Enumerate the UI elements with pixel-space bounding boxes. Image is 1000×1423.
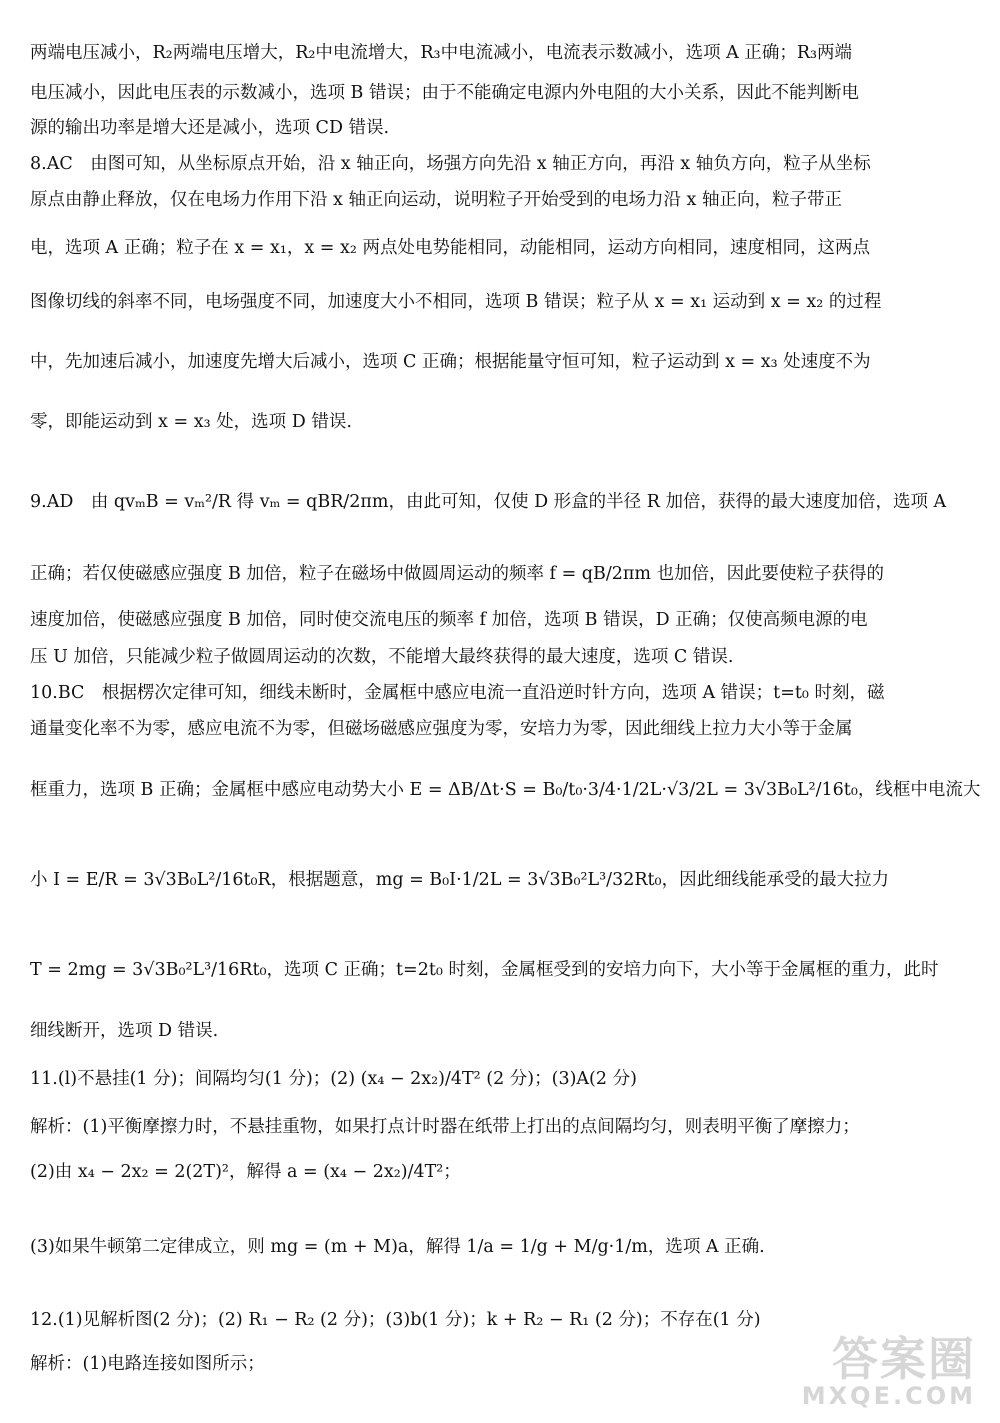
watermark-logo — [801, 1332, 976, 1410]
text-line: 原点由静止释放，仅在电场力作用下沿 x 轴正向运动，说明粒子开始受到的电场力沿 x 轴正向，粒子带正 — [30, 190, 842, 210]
text-line: 小 I = E/R = 3√3B₀L²/16t₀R，根据题意，mg = B₀I·1/2L = 3√3B₀²L³/32Rt₀，因此细线能承受的最大拉力 — [30, 870, 890, 890]
text-line: 正确；若仅使磁感应强度 B 加倍，粒子在磁场中做圆周运动的频率 f = qB/2πm 也加倍，因此要使粒子获得的 — [30, 564, 885, 584]
text-line: 通量变化率不为零，感应电流不为零，但磁场磁感应强度为零，安培力为零，因此细线上拉力大小等于金属 — [30, 719, 853, 739]
text-line: 框重力，选项 B 正确；金属框中感应电动势大小 E = ΔB/Δt·S = B₀/t₀·3/4·1/2L·√3/2L = 3√3B₀L²/16t₀，线框中电流大 — [30, 780, 981, 800]
text-line: 12.(1)见解析图(2 分)；(2) R₁ − R₂ (2 分)；(3)b(1 分)；k + R₂ − R₁ (2 分)；不存在(1 分) — [30, 1310, 761, 1330]
text-line: 中，先加速后减小，加速度先增大后减小，选项 C 正确；根据能量守恒可知，粒子运动到 x = x₃ 处速度不为 — [30, 352, 871, 372]
text-line: 电，选项 A 正确；粒子在 x = x₁，x = x₂ 两点处电势能相同，动能相同，运动方向相同，速度相同，这两点 — [30, 238, 870, 258]
text-line: 速度加倍，使磁感应强度 B 加倍，同时使交流电压的频率 f 加倍，选项 B 错误，D 正确；仅使高频电源的电 — [30, 610, 868, 630]
text-line: (2)由 x₄ − 2x₂ = 2(2T)²，解得 a = (x₄ − 2x₂)/4T²； — [30, 1162, 461, 1182]
text-line: (3)如果牛顿第二定律成立，则 mg = (m + M)a，解得 1/a = 1/g + M/g·1/m，选项 A 正确. — [30, 1237, 765, 1257]
text-line: 解析：(1)平衡摩擦力时，不悬挂重物，如果打点计时器在纸带上打出的点间隔均匀，则表明平衡了摩擦力； — [30, 1117, 860, 1137]
text-line: 源的输出功率是增大还是减小，选项 CD 错误. — [30, 118, 390, 138]
text-line: 零，即能运动到 x = x₃ 处，选项 D 错误. — [30, 412, 352, 432]
text-line: 细线断开，选项 D 错误. — [30, 1021, 219, 1041]
text-line: 10.BC 根据楞次定律可知，细线未断时，金属框中感应电流一直沿逆时针方向，选项 A 错误；t=t₀ 时刻，磁 — [30, 683, 885, 703]
watermark-logo-text: 答案圈 — [832, 1332, 976, 1386]
text-line: T = 2mg = 3√3B₀²L³/16Rt₀，选项 C 正确；t=2t₀ 时刻，金属框受到的安培力向下，大小等于金属框的重力，此时 — [30, 960, 939, 980]
text-line: 电压减小，因此电压表的示数减小，选项 B 错误；由于不能确定电源内外电阻的大小关系，因此不能判断电 — [30, 83, 859, 103]
text-line: 图像切线的斜率不同，电场强度不同，加速度大小不相同，选项 B 错误；粒子从 x = x₁ 运动到 x = x₂ 的过程 — [30, 292, 882, 312]
text-line: 压 U 加倍，只能减少粒子做圆周运动的次数，不能增大最终获得的最大速度，选项 C 错误. — [30, 647, 734, 667]
text-line: 解析：(1)电路连接如图所示； — [30, 1354, 265, 1374]
text-line: 8.AC 由图可知，从坐标原点开始，沿 x 轴正向，场强方向先沿 x 轴正方向，再沿 x 轴负方向，粒子从坐标 — [30, 154, 871, 174]
text-line: 11.(l)不悬挂(1 分)；间隔均匀(1 分)；(2) (x₄ − 2x₂)/4T² (2 分)；(3)A(2 分) — [30, 1069, 637, 1089]
text-line: 两端电压减小，R₂两端电压增大，R₂中电流增大，R₃中电流减小，电流表示数减小，选项 A 正确；R₃两端 — [30, 43, 853, 63]
text-line: 9.AD 由 qvₘB = vₘ²/R 得 vₘ = qBR/2πm，由此可知，仅使 D 形盒的半径 R 加倍，获得的最大速度加倍，选项 A — [30, 492, 947, 512]
watermark-url: MXQE.COM — [801, 1382, 976, 1410]
